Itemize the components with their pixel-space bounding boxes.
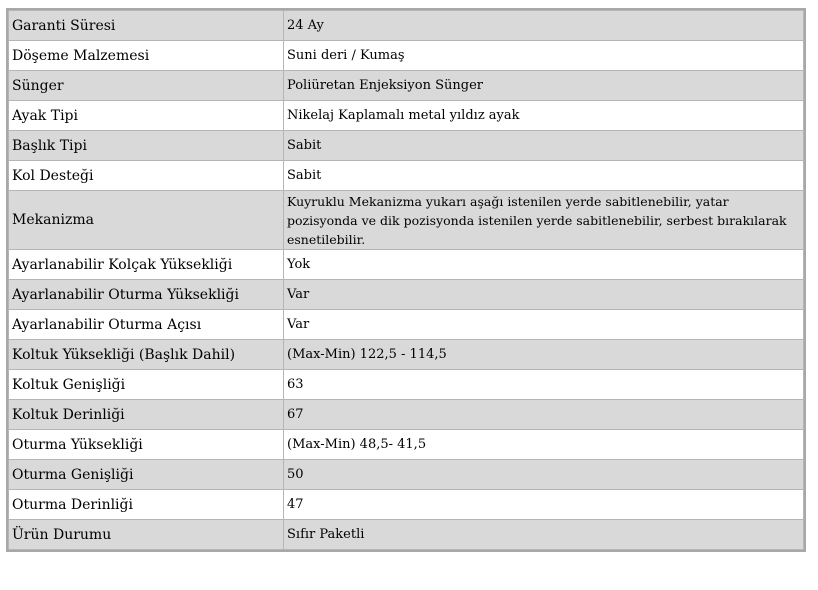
- spec-value: (Max-Min) 48,5- 41,5: [284, 430, 804, 460]
- spec-label: Oturma Derinliği: [9, 490, 284, 520]
- spec-value: 24 Ay: [284, 11, 804, 41]
- spec-row-seat-width: [9, 460, 804, 490]
- spec-label: Başlık Tipi: [9, 131, 284, 161]
- spec-label: Ayarlanabilir Kolçak Yüksekliği: [9, 250, 284, 280]
- spec-row-seat-depth: [9, 490, 804, 520]
- spec-row-chair-height: [9, 340, 804, 370]
- spec-value: 63: [284, 370, 804, 400]
- spec-row-armrest: [9, 161, 804, 191]
- spec-value: Nikelaj Kaplamalı metal yıldız ayak: [284, 101, 804, 131]
- spec-value: Sabit: [284, 161, 804, 191]
- spec-value: Var: [284, 280, 804, 310]
- spec-label: Ayarlanabilir Oturma Açısı: [9, 310, 284, 340]
- spec-value: Kuyruklu Mekanizma yukarı aşağı istenilen yerde sabitlenebilir, yatar pozisyonda ve dik pozisyonda istenilen yerde sabitlenebilir, serbest bırakılarak esnetilebilir.: [284, 191, 804, 250]
- product-spec-table: [6, 8, 806, 552]
- spec-row-seat-height-adjust: [9, 280, 804, 310]
- spec-value: Poliüretan Enjeksiyon Sünger: [284, 71, 804, 101]
- spec-label: Koltuk Genişliği: [9, 370, 284, 400]
- spec-row-chair-width: [9, 370, 804, 400]
- spec-label: Garanti Süresi: [9, 11, 284, 41]
- spec-label: Koltuk Derinliği: [9, 400, 284, 430]
- spec-label: Ürün Durumu: [9, 520, 284, 550]
- spec-row-seat-height: [9, 430, 804, 460]
- spec-value: Sabit: [284, 131, 804, 161]
- spec-label: Ayarlanabilir Oturma Yüksekliği: [9, 280, 284, 310]
- spec-label: Kol Desteği: [9, 161, 284, 191]
- spec-row-armrest-height: [9, 250, 804, 280]
- spec-row-warranty: [9, 11, 804, 41]
- spec-label: Ayak Tipi: [9, 101, 284, 131]
- spec-value: Sıfır Paketli: [284, 520, 804, 550]
- spec-row-chair-depth: [9, 400, 804, 430]
- spec-label: Koltuk Yüksekliği (Başlık Dahil): [9, 340, 284, 370]
- spec-value: Suni deri / Kumaş: [284, 41, 804, 71]
- spec-row-mechanism: [9, 191, 804, 250]
- spec-label: Döşeme Malzemesi: [9, 41, 284, 71]
- spec-value: Var: [284, 310, 804, 340]
- spec-row-base-type: [9, 101, 804, 131]
- spec-value: 50: [284, 460, 804, 490]
- spec-row-seat-angle-adjust: [9, 310, 804, 340]
- spec-label: Oturma Yüksekliği: [9, 430, 284, 460]
- spec-value: 67: [284, 400, 804, 430]
- spec-value: 47: [284, 490, 804, 520]
- spec-label: Mekanizma: [9, 191, 284, 250]
- spec-row-headrest-type: [9, 131, 804, 161]
- spec-table: [8, 10, 804, 550]
- spec-label: Oturma Genişliği: [9, 460, 284, 490]
- spec-row-sponge: [9, 71, 804, 101]
- spec-value: Yok: [284, 250, 804, 280]
- spec-row-upholstery: [9, 41, 804, 71]
- spec-label: Sünger: [9, 71, 284, 101]
- spec-row-product-condition: [9, 520, 804, 550]
- spec-value: (Max-Min) 122,5 - 114,5: [284, 340, 804, 370]
